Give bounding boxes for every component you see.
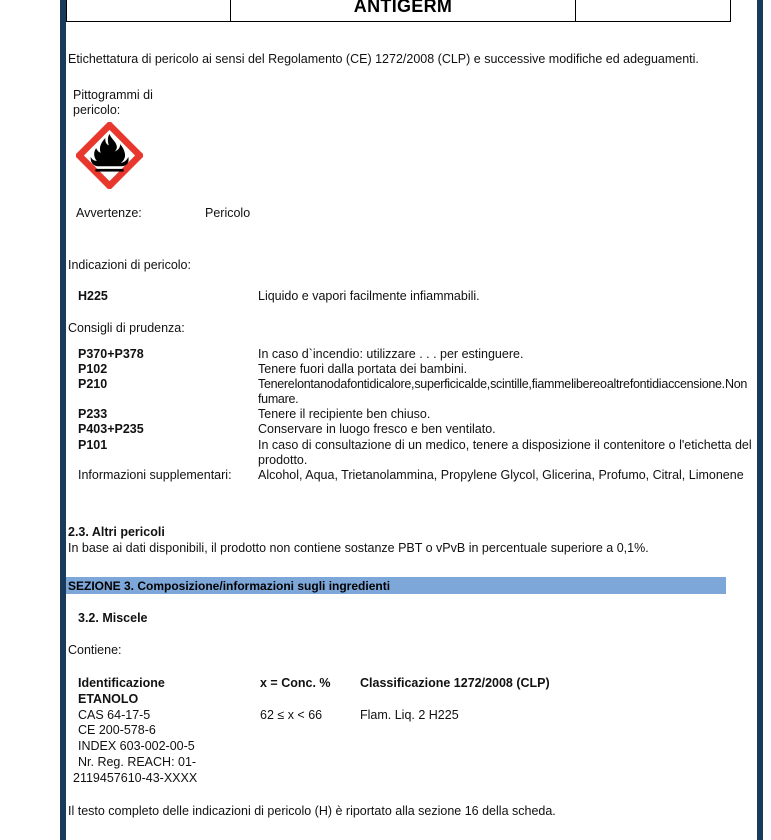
p-code: P101 xyxy=(78,437,108,452)
p-code: P403+P235 xyxy=(78,422,144,437)
ing-header-classification: Classificazione 1272/2008 (CLP) xyxy=(360,676,550,690)
section-3-header-bar xyxy=(62,577,726,594)
p-text: In caso d`incendio: utilizzare . . . per estinguere. xyxy=(258,347,524,361)
hazard-code: H225 xyxy=(78,289,108,303)
p-code: P370+P378 xyxy=(78,347,144,361)
section-2-3-body: In base ai dati disponibili, il prodotto non contiene sostanze PBT o vPvB in percentuale superiore a 0,1%. xyxy=(68,541,649,555)
section-3-header-title: SEZIONE 3. Composizione/informazioni sugli ingredienti xyxy=(68,578,391,593)
ing-id-line: 2119457610-43-XXXX xyxy=(73,770,198,785)
pictograms-label: Pittogrammi di pericolo: xyxy=(73,88,153,117)
signal-word-row xyxy=(76,206,605,221)
header-table-cell-product xyxy=(230,0,575,22)
supplementary-label: Informazioni supplementari: xyxy=(78,467,232,482)
hazard-label: Indicazioni di pericolo: xyxy=(68,258,191,272)
p-text: Tenere il recipiente ben chiuso. xyxy=(258,407,431,422)
p-code: P102 xyxy=(78,362,108,377)
precautionary-label: Consigli di prudenza: xyxy=(68,321,185,335)
ing-name: ETANOLO xyxy=(78,691,139,706)
ing-classification: Flam. Liq. 2 H225 xyxy=(360,707,459,722)
ing-header-concentration: x = Conc. % xyxy=(260,676,331,690)
ing-id-line: Nr. Reg. REACH: 01- xyxy=(78,754,197,769)
section-3-2-title: 3.2. Miscele xyxy=(78,611,148,625)
p-code: P210 xyxy=(78,377,108,392)
ing-id-line: CAS 64-17-5 xyxy=(78,707,151,722)
signal-word-value: Pericolo xyxy=(205,206,251,220)
p-text: Tenere fuori dalla portata dei bambini. xyxy=(258,362,468,377)
page-border-right xyxy=(757,0,763,840)
precautionary-list xyxy=(78,347,755,483)
supplementary-text: Alcohol, Aqua, Trietanolammina, Propylene Glycol, Glicerina, Profumo, Citral, Limonene xyxy=(258,467,744,482)
ing-header-identification: Identificazione xyxy=(78,676,165,690)
p-text: Tenere lontano da fonti di calore, superfici calde, scintille, fiamme libere o altre fonti di accensione. Non fumare. xyxy=(258,377,748,407)
header-table-cell-left xyxy=(66,0,230,22)
header-table-cell-right xyxy=(575,0,731,22)
footer-note: Il testo completo delle indicazioni di pericolo (H) è riportato alla sezione 16 della scheda. xyxy=(68,804,556,818)
section-2-3-title: 2.3. Altri pericoli xyxy=(68,525,165,539)
p-code: P233 xyxy=(78,407,108,422)
hazard-row xyxy=(78,289,755,304)
p-text: In caso di consultazione di un medico, tenere a disposizione il contenitore o l'etichetta del prodotto. xyxy=(258,437,752,467)
ing-id-line: INDEX 603-002-00-5 xyxy=(78,739,195,754)
ingredients-table xyxy=(73,676,718,787)
ing-id-line: CE 200-578-6 xyxy=(78,723,156,738)
product-title: ANTIGERM xyxy=(353,0,453,16)
ghs02-flame-pictogram xyxy=(76,122,143,192)
hazard-text: Liquido e vapori facilmente infiammabili. xyxy=(258,289,480,303)
signal-word-label: Avvertenze: xyxy=(76,206,142,220)
contains-label: Contiene: xyxy=(68,643,122,657)
page-border-left xyxy=(60,0,66,840)
p-text: Conservare in luogo fresco e ben ventilato. xyxy=(258,422,496,437)
flame-icon xyxy=(76,122,143,189)
ing-concentration: 62 ≤ x < 66 xyxy=(260,707,323,722)
labeling-intro: Etichettatura di pericolo ai sensi del Regolamento (CE) 1272/2008 (CLP) e successive modifiche ed adeguamenti. xyxy=(68,52,699,66)
